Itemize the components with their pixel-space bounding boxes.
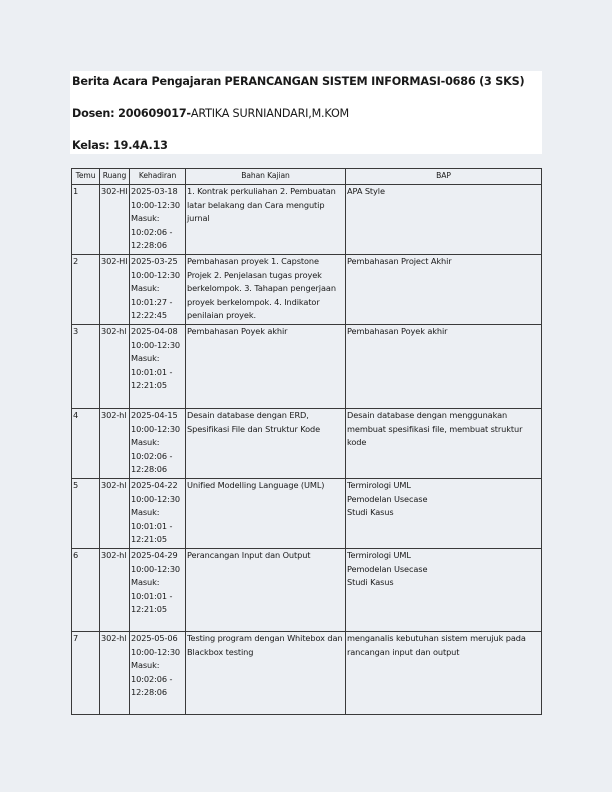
class-line — [72, 139, 168, 152]
cell-temu: 6 — [72, 549, 100, 632]
teaching-record-table — [71, 168, 542, 715]
cell-ruang: 302-hl — [100, 632, 130, 715]
cell-kehadiran: 2025-04-08 10:00-12:30 Masuk: 10:01:01 - 12:21:05 — [130, 325, 186, 409]
cell-kehadiran: 2025-04-22 10:00-12:30 Masuk: 10:01:01 - 12:21:05 — [130, 479, 186, 549]
cell-bahan-kajian: Perancangan Input dan Output — [186, 549, 346, 632]
cell-kehadiran: 2025-03-25 10:00-12:30 Masuk: 10:01:27 - 12:22:45 — [130, 255, 186, 325]
cell-bahan-kajian: Unified Modelling Language (UML) — [186, 479, 346, 549]
table-row — [72, 185, 542, 255]
cell-temu: 1 — [72, 185, 100, 255]
table-row — [72, 549, 542, 632]
cell-ruang: 302-hl — [100, 479, 130, 549]
column-header-temu: Temu — [72, 169, 100, 185]
cell-temu: 7 — [72, 632, 100, 715]
cell-temu: 2 — [72, 255, 100, 325]
table-row — [72, 325, 542, 409]
title-prefix: Berita Acara Pengajaran — [72, 75, 222, 88]
cell-ruang: 302-HI — [100, 255, 130, 325]
cell-temu: 4 — [72, 409, 100, 479]
cell-bap: menganalis kebutuhan sistem merujuk pada rancangan input dan output — [346, 632, 542, 715]
cell-ruang: 302-hl — [100, 409, 130, 479]
cell-bap: Pembahasan Poyek akhir — [346, 325, 542, 409]
document-title — [72, 75, 524, 88]
cell-ruang: 302-hl — [100, 325, 130, 409]
course-name: PERANCANGAN SISTEM INFORMASI-0686 (3 SKS) — [224, 75, 525, 88]
cell-bahan-kajian: 1. Kontrak perkuliahan 2. Pembuatan latar belakang dan Cara mengutip jurnal — [186, 185, 346, 255]
table-header-row — [72, 169, 542, 185]
column-header-bap: BAP — [346, 169, 542, 185]
cell-bahan-kajian: Desain database dengan ERD, Spesifikasi File dan Struktur Kode — [186, 409, 346, 479]
class-label: Kelas: 19.4A.13 — [72, 139, 168, 152]
cell-kehadiran: 2025-03-18 10:00-12:30 Masuk: 10:02:06 - 12:28:06 — [130, 185, 186, 255]
cell-temu: 5 — [72, 479, 100, 549]
table-row — [72, 479, 542, 549]
table-row — [72, 409, 542, 479]
table-row — [72, 632, 542, 715]
cell-bap: APA Style — [346, 185, 542, 255]
cell-ruang: 302-hl — [100, 549, 130, 632]
cell-bap: Termirologi UML Pemodelan Usecase Studi Kasus — [346, 479, 542, 549]
lecturer-line — [72, 107, 349, 120]
cell-temu: 3 — [72, 325, 100, 409]
cell-bap: Termirologi UML Pemodelan Usecase Studi Kasus — [346, 549, 542, 632]
cell-bap: Pembahasan Project Akhir — [346, 255, 542, 325]
cell-bap: Desain database dengan menggunakan membuat spesifikasi file, membuat struktur kode — [346, 409, 542, 479]
cell-kehadiran: 2025-05-06 10:00-12:30 Masuk: 10:02:06 - 12:28:06 — [130, 632, 186, 715]
column-header-bahan-kajian: Bahan Kajian — [186, 169, 346, 185]
table-row — [72, 255, 542, 325]
lecturer-label: Dosen: 200609017- — [72, 107, 191, 120]
column-header-kehadiran: Kehadiran — [130, 169, 186, 185]
cell-kehadiran: 2025-04-29 10:00-12:30 Masuk: 10:01:01 - 12:21:05 — [130, 549, 186, 632]
cell-ruang: 302-HI — [100, 185, 130, 255]
column-header-ruang: Ruang — [100, 169, 130, 185]
document-header — [70, 71, 542, 154]
cell-bahan-kajian: Pembahasan Poyek akhir — [186, 325, 346, 409]
cell-bahan-kajian: Pembahasan proyek 1. Capstone Projek 2. Penjelasan tugas proyek berkelompok. 3. Tahapan pengerjaan proyek berkelompok. 4. Indikator penilaian proyek. — [186, 255, 346, 325]
cell-bahan-kajian: Testing program dengan Whitebox dan Blackbox testing — [186, 632, 346, 715]
lecturer-name: ARTIKA SURNIANDARI,M.KOM — [190, 107, 349, 120]
cell-kehadiran: 2025-04-15 10:00-12:30 Masuk: 10:02:06 - 12:28:06 — [130, 409, 186, 479]
